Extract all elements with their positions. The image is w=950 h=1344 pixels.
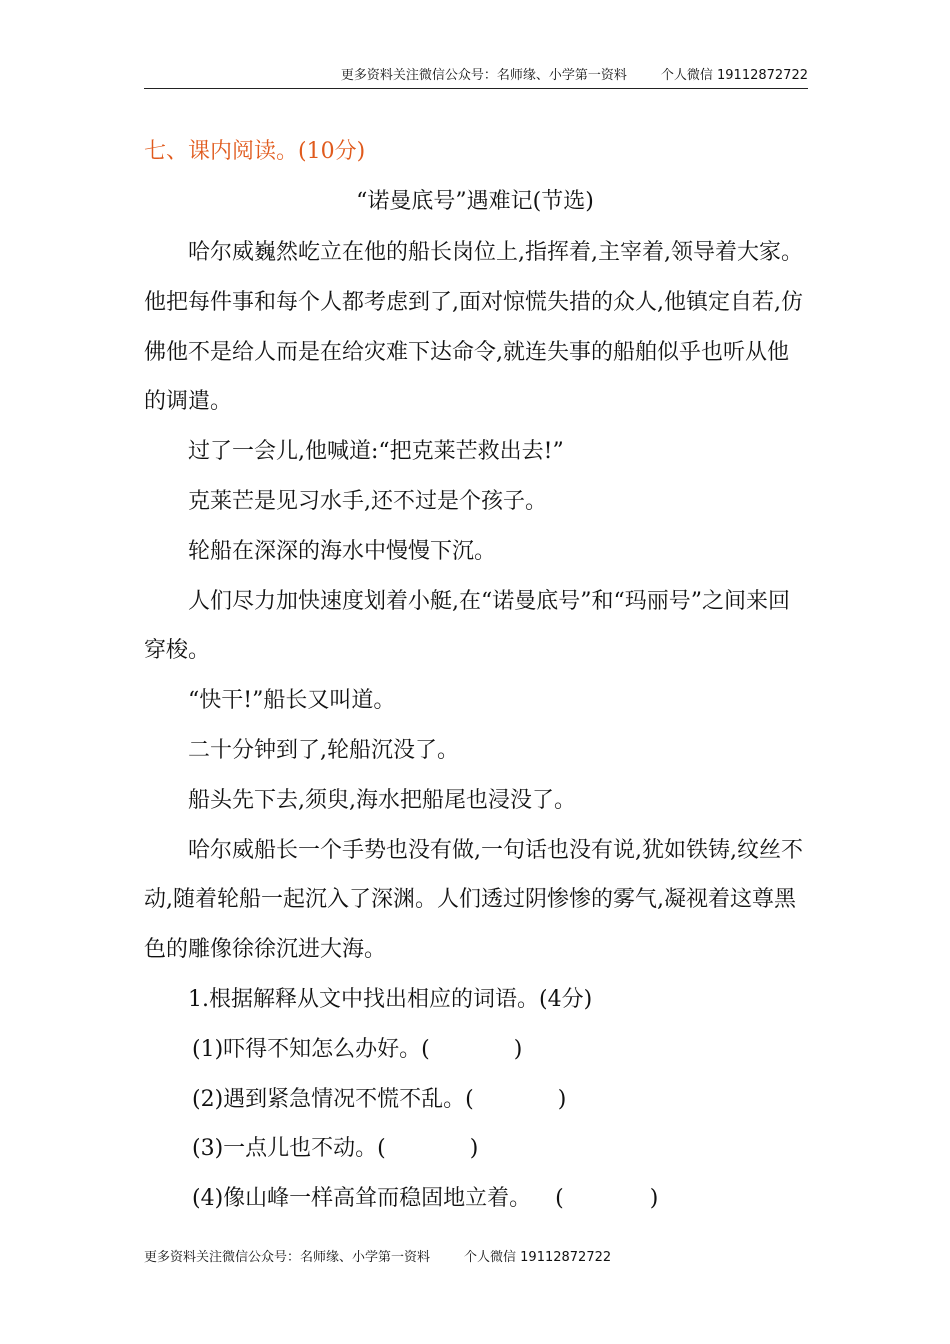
paragraph: 轮船在深深的海水中慢慢下沉。 bbox=[188, 538, 497, 564]
footer-wechat-text: 个人微信 19112872722 bbox=[464, 1250, 612, 1265]
page-header bbox=[144, 66, 808, 89]
header-wechat-text: 个人微信 19112872722 bbox=[660, 68, 808, 83]
passage-body bbox=[144, 228, 808, 1224]
question-1-item-1 bbox=[144, 1025, 808, 1075]
paragraph: 船头先下去,须臾,海水把船尾也浸没了。 bbox=[188, 787, 576, 813]
question-1-item-4 bbox=[144, 1174, 808, 1224]
answer-close-paren: ) bbox=[649, 1186, 659, 1212]
section-title: 七、课内阅读。(10分) bbox=[144, 139, 366, 164]
paragraph: 克莱芒是见习水手,还不过是个孩子。 bbox=[188, 488, 547, 514]
paragraph: 人们尽力加快速度划着小艇,在“诺曼底号”和“玛丽号”之间来回穿梭。 bbox=[144, 588, 790, 664]
answer-open-paren: ( bbox=[555, 1186, 564, 1212]
paragraph: 哈尔威巍然屹立在他的船长岗位上,指挥着,主宰着,领导着大家。他把每件事和每个人都考虑到了,面对惊慌失措的众人,他镇定自若,仿佛他不是给人而是在给灾难下达命令,就连失事的船舶似乎也听从他的调遣。 bbox=[144, 240, 803, 415]
answer-close-paren: ) bbox=[557, 1086, 567, 1112]
header-promo-text: 更多资料关注微信公众号：名师缘、小学第一资料 bbox=[340, 68, 627, 83]
paragraph: 过了一会儿,他喊道:“把克莱芒救出去!” bbox=[188, 439, 564, 465]
question-text: (3)一点儿也不动。 bbox=[192, 1136, 378, 1162]
answer-close-paren: ) bbox=[469, 1136, 479, 1162]
paragraph: 哈尔威船长一个手势也没有做,一句话也没有说,犹如铁铸,纹丝不动,随着轮船一起沉入了深渊。人们透过阴惨惨的雾气,凝视着这尊黑色的雕像徐徐沉进大海。 bbox=[144, 837, 803, 963]
paragraph: “快干!”船长又叫道。 bbox=[188, 688, 396, 714]
answer-open-paren: ( bbox=[421, 1036, 430, 1062]
question-1-item-2 bbox=[144, 1075, 808, 1125]
question-text: (2)遇到紧急情况不慌不乱。 bbox=[192, 1086, 466, 1112]
passage-title: “诺曼底号”遇难记(节选) bbox=[356, 189, 594, 214]
answer-open-paren: ( bbox=[377, 1136, 386, 1162]
footer-promo-text: 更多资料关注微信公众号：名师缘、小学第一资料 bbox=[144, 1250, 431, 1265]
question-1-prompt: 1.根据解释从文中找出相应的词语。(4分) bbox=[188, 986, 593, 1012]
question-1-item-3 bbox=[144, 1124, 808, 1174]
paragraph: 二十分钟到了,轮船沉没了。 bbox=[188, 737, 459, 763]
answer-close-paren: ) bbox=[513, 1036, 523, 1062]
page-footer bbox=[144, 1246, 611, 1265]
question-text: (1)吓得不知怎么办好。 bbox=[192, 1036, 422, 1062]
question-text: (4)像山峰一样高耸而稳固地立着。 bbox=[192, 1186, 532, 1212]
answer-open-paren: ( bbox=[465, 1086, 474, 1112]
